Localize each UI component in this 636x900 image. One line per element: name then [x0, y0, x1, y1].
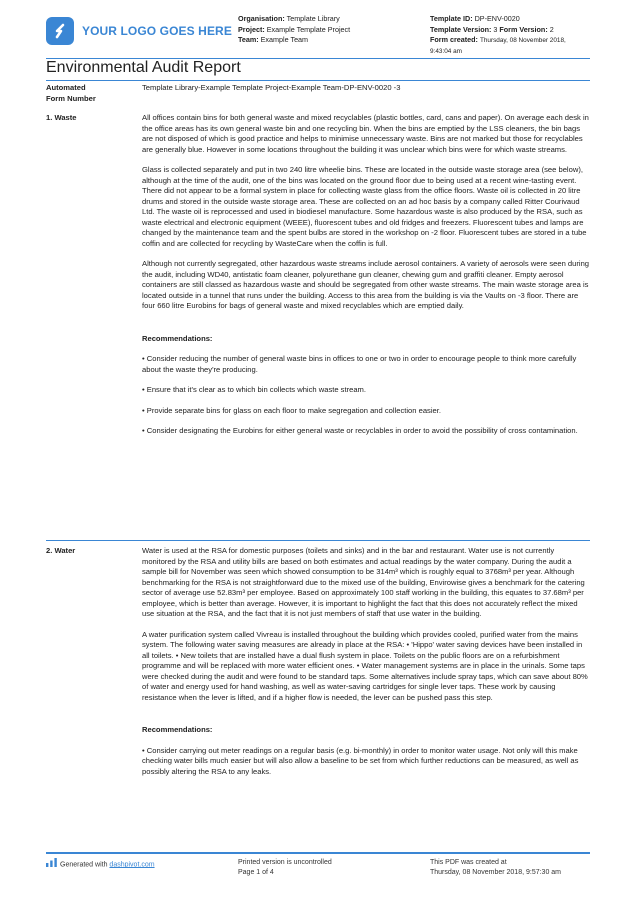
form-number-value: Template Library-Example Template Project-Example Team-DP-ENV-0020 -3: [142, 83, 401, 92]
form-created-value: Thursday, 08 November 2018,: [479, 37, 566, 44]
section-content-waste: [142, 113, 590, 447]
section-content-water: [142, 546, 590, 787]
page-header: [0, 0, 636, 58]
pdf-created-date: Thursday, 08 November 2018, 9:57:30 am: [430, 869, 562, 876]
header-meta-left: [238, 14, 350, 46]
title-divider: [46, 80, 590, 81]
page-footer: [46, 852, 590, 892]
paragraph: A water purification system called Vivreau is installed throughout the building which provides cooled, purified water from the mains system. The following water saving measures are already in place at the RSA: • 'Hippo' water saving devices have been installed in all toilets. • New toilets that are installed have a dual flush system in place. Toilets on the public floors are on a refurbishment programme and will be replaced with more water efficient ones. • Water management systems are in place in the urinals. Some taps were checked during the audit and were found to be standard taps. Some alternatives include spray taps, which can save about 80% of water and energy used for hand washing, as well as water-saving cartridges for single lever taps. These work by causing resistance when the lever is lifted, and if a higher flow is needed, the lever can be pushed pass this step.: [142, 629, 588, 702]
form-version-label: Form Version:: [499, 24, 548, 34]
template-version-label: Template Version:: [430, 24, 492, 34]
section-label-waste: 1. Waste: [46, 113, 77, 122]
page-title: Environmental Audit Report: [46, 59, 241, 76]
recommendations-heading: Recommendations:: [142, 333, 213, 343]
header-meta-right: [430, 14, 566, 57]
paragraph: All offices contain bins for both general waste and mixed recyclables (plastic bottles, card, cans and paper). On average each desk in the office areas has its own general waste bin and one recycling bin. When the bins are emptied by the LSS cleaners, the bin bags are not disposed of which is good practice and helps to minimise unnecessary waste. Bins are not marked but those for recyclables are generally blue. However in some locations throughout the building it was unclear which bins were for which waste streams.: [142, 113, 589, 154]
form-created-time: 9:43:04 am: [430, 47, 462, 55]
recommendation-item: • Provide separate bins for glass on each floor to make segregation and collection easier.: [142, 405, 441, 415]
footer-pdf-info: [430, 858, 561, 878]
page-number: Page 1 of 4: [238, 869, 274, 876]
form-number-label-line2: Form Number: [46, 93, 96, 103]
project-label: Project:: [238, 24, 265, 34]
footer-print-info: [238, 858, 332, 878]
recommendation-item: • Consider designating the Eurobins for either general waste or recyclables in order to avoid the possibility of cross contamination.: [142, 426, 578, 435]
footer-generated: [46, 858, 155, 871]
section-divider: [46, 540, 590, 541]
paragraph: Although not currently segregated, other hazardous waste streams include aerosol containers. A variety of aerosols were seen during the audit, including WD40, antistatic foam cleaner, polyurethane gun cleaner, chewing gum and graffiti cleaner. Empty aerosol containers are still classed as hazardous waste and should be segregated from other waste streams. The main waste storage area is located outside in a tunnel that runs under the building. Access to this area from the building is via the Vaults on -3 floor. There are four 660 litre Eurobins for bags of general waste and mixed recyclables which are emptied daily.: [142, 259, 590, 310]
organisation-value: Template Library: [286, 14, 340, 23]
logo-icon: [46, 17, 74, 45]
template-id-label: Template ID:: [430, 14, 473, 23]
form-version-value: 2: [549, 24, 554, 34]
pdf-created-label: This PDF was created at: [430, 859, 507, 866]
dashpivot-logo-icon: [46, 858, 57, 871]
team-label: Team:: [238, 35, 259, 44]
project-value: Example Template Project: [266, 24, 351, 34]
template-id-value: DP-ENV-0020: [474, 14, 520, 23]
recommendation-item: • Consider carrying out meter readings on a regular basis (e.g. bi-monthly) in order to monitor water usage. Not only will this make checking water bills much easier but will also allow a baseline to be set from which further reductions can be measured, as well as possibly altering the RSA to any leaks.: [142, 745, 579, 776]
recommendations-heading: Recommendations:: [142, 725, 213, 734]
logo-text: YOUR LOGO GOES HERE: [82, 24, 232, 38]
form-number-label-line1: Automated: [46, 83, 86, 92]
organisation-label: Organisation:: [238, 14, 285, 23]
form-created-label: Form created:: [430, 35, 478, 44]
paragraph: Water is used at the RSA for domestic purposes (toilets and sinks) and in the bar and restaurant. Water use is not currently monitored by the RSA and utility bills are based on both estimates and actual readings by the water company. During the audit a sample bill for November was seen which showed consumption to be 314m³ which is roughly equal to 3768m³ per year. Although benchmarking for the RSA is not straightforward due to the mixed use of the building, Envirowise gives a benchmark for the catering sector of average use 52.83m³ per employee. Based on approximately 100 staff working in the building, this equates to 37.68m³ per employee, which is better than average. However, it is important to highlight the fact that this does not accurately reflect the mixed use situation at the RSA, and the fact that it is not just members of staff that use water in the building.: [142, 546, 585, 618]
recommendation-item: • Consider reducing the number of general waste bins in offices to one or two in order to encourage people to think more carefully about the waste they're producing.: [142, 354, 577, 374]
team-value: Example Team: [260, 35, 309, 44]
recommendation-item: • Ensure that it's clear as to which bin collects which waste stream.: [142, 385, 366, 394]
paragraph: Glass is collected separately and put in two 240 litre wheelie bins. These are located in the outside waste storage area (see below), although at the time of the audit, one of the bins was located on the ground floor due to being used at a recent wine-tasting event. There did not appear to be a formal system in place for collecting waste glass from the office floors. Waste oil is collected in 20 litre drums and stored in the outside waste storage area. These are collected on an ad hoc basis by a company called Ritter Courivaud Ltd. The waste oil is reprocessed and used in biodiesel manufacture. Some hazardous waste is also produced by the RSA, such as waste electrical and electronic equipment (WEEE), fluorescent tubes and old fridges and freezers. Fluorescent tubes and lamps are changed by the maintenance team and the spent bulbs are stored in the workshop on -2 floor. Fluorescent tubes are stored in a tube coffin and are collected for recycling by WasteCare when the coffin is full.: [142, 165, 587, 248]
form-number-label: [46, 83, 136, 104]
template-version-value: 3: [493, 24, 498, 34]
generated-text: Generated with: [60, 861, 110, 869]
company-logo: [46, 17, 232, 45]
section-label-water: 2. Water: [46, 546, 76, 555]
printed-notice: Printed version is uncontrolled: [238, 859, 332, 866]
dashpivot-link[interactable]: dashpivot.com: [109, 861, 155, 869]
